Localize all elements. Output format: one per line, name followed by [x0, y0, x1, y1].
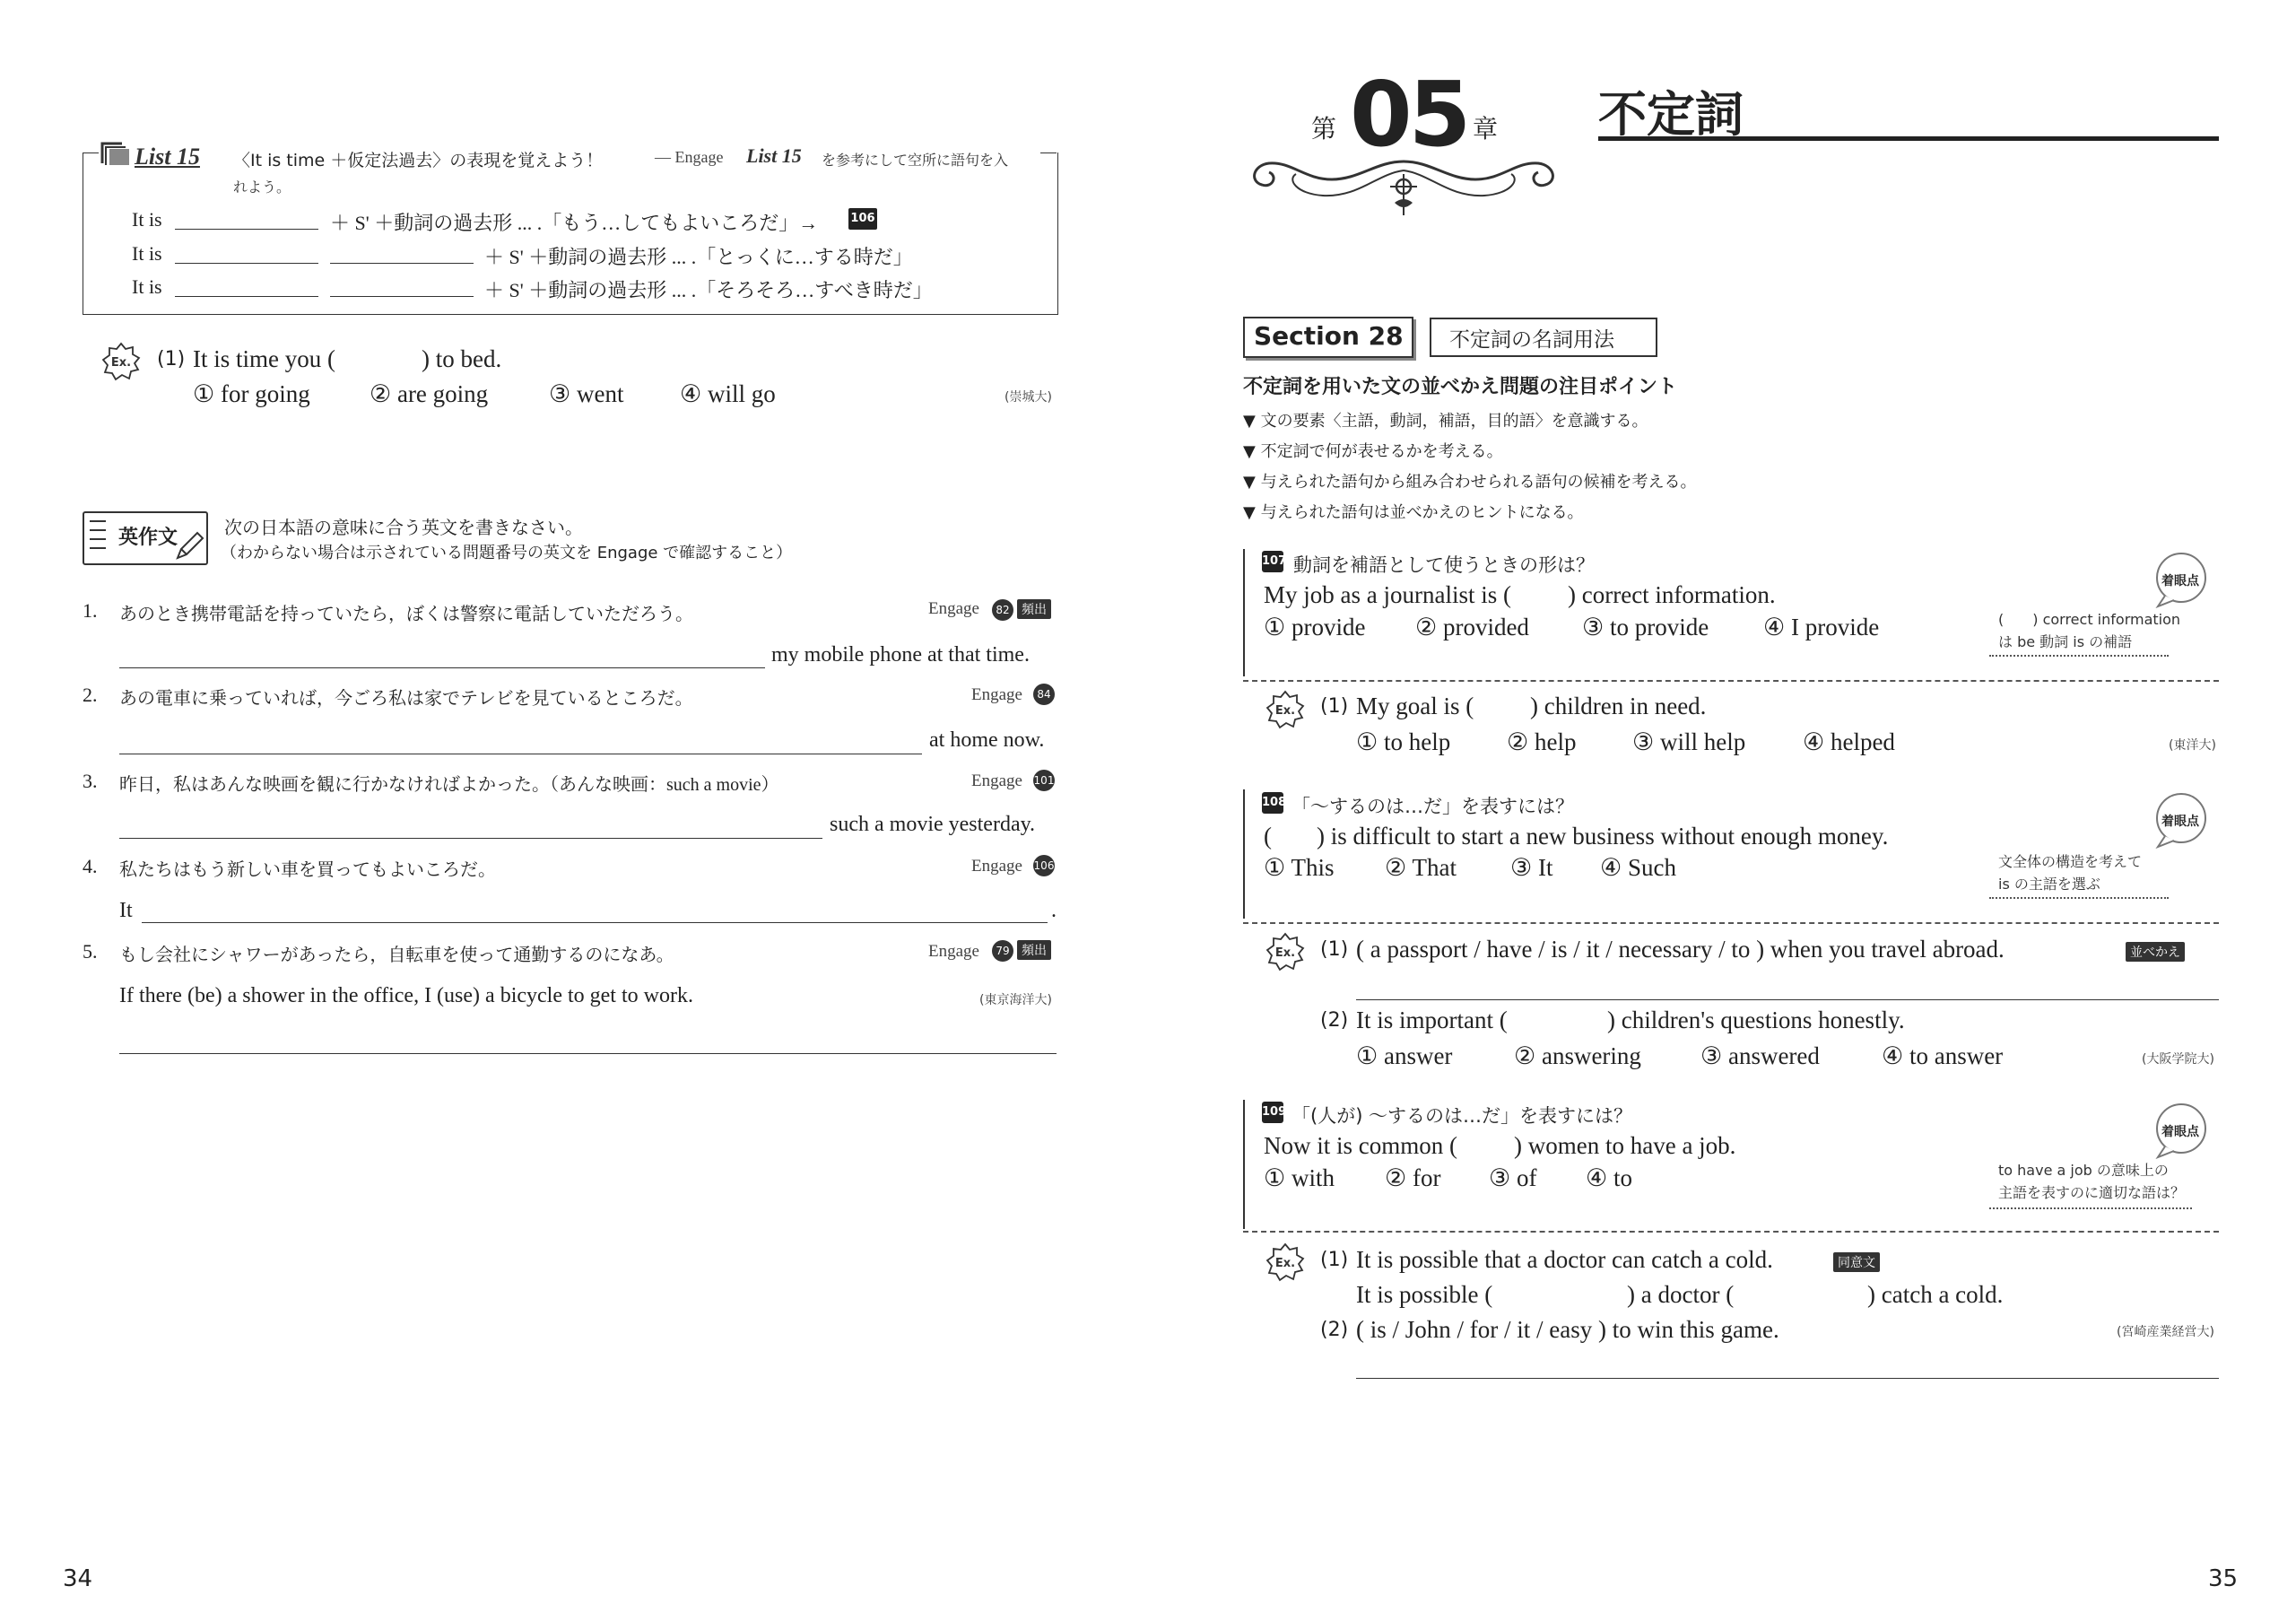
ex108-option-2[interactable]: ② answering: [1514, 1042, 1641, 1069]
ex108-q1-answer-line[interactable]: [1356, 999, 2219, 1000]
ex109-q2-num: (2): [1320, 1319, 1349, 1341]
list15-row-2-blank-a[interactable]: [175, 263, 318, 264]
q108-num: 108: [1262, 792, 1283, 814]
item-5-engage: Engage: [928, 942, 979, 961]
ex107-sentence-b: ) children in need.: [1530, 693, 1707, 719]
svg-text:Ex.: Ex.: [1274, 1257, 1296, 1270]
ex-icon: [1265, 1242, 1306, 1283]
list15-title: 〈It is time ＋仮定法過去〉の表現を覚えよう！: [233, 151, 604, 170]
list15-row-3-text: ＋ S' ＋動詞の過去形 ... .「そろそろ…すべき時だ」: [484, 279, 933, 301]
item-5-source: (東京海洋大): [979, 993, 1052, 1007]
chapter-dai: 第: [1311, 114, 1337, 144]
list15-row-2-text: ＋ S' ＋動詞の過去形 ... .「とっくに…する時だ」: [484, 246, 913, 268]
ex1-num: (1): [157, 348, 186, 370]
ex109-q1-tag: 同意文: [1833, 1252, 1880, 1272]
item-3-num: 3.: [83, 770, 98, 792]
list-icon: [100, 142, 131, 167]
eisakubun-label: 英作文: [118, 527, 178, 549]
q107-sentence-a: My job as a journalist is (: [1264, 581, 1511, 608]
q108-bubble: 着眼点: [2161, 815, 2199, 829]
ex107-option-1[interactable]: ① to help: [1356, 728, 1451, 755]
q108-option-1[interactable]: ① This: [1264, 854, 1335, 881]
item-1-engage: Engage: [928, 599, 979, 618]
item-5-answer-line[interactable]: [119, 1053, 1057, 1054]
q107-option-1[interactable]: ① provide: [1264, 614, 1366, 641]
item-5-ref: 79: [992, 940, 1013, 962]
section-label: Section 28: [1254, 321, 1404, 351]
item-3-answer-line[interactable]: [119, 838, 822, 839]
list15-label: List 15: [135, 144, 200, 170]
points-heading: 不定詞を用いた文の並べかえ問題の注目ポイント: [1243, 376, 1678, 398]
q109-title: 「(人が) 〜するのは…だ」を表すには？: [1292, 1105, 1633, 1127]
item-1-answer-line[interactable]: [119, 667, 765, 668]
chapter-sho: 章: [1473, 114, 1499, 144]
q108-option-4[interactable]: ④ Such: [1600, 854, 1676, 881]
q108-hint-2: is の主語を選ぶ: [1998, 876, 2100, 893]
item-4-num: 4.: [83, 855, 98, 877]
q109-bubble: 着眼点: [2161, 1125, 2199, 1139]
ornament-icon: [1242, 144, 1565, 224]
q107-num: 107: [1262, 551, 1283, 572]
item-4-start: It: [119, 899, 133, 922]
ex1-option-1[interactable]: ① for going: [193, 380, 310, 407]
ex1-source: (崇城大): [1004, 390, 1052, 405]
q109-option-3[interactable]: ③ of: [1489, 1164, 1537, 1191]
section-title: 不定詞の名詞用法: [1449, 328, 1614, 352]
q108-bar: [1243, 789, 1245, 919]
list15-engage-prefix: — Engage: [655, 148, 724, 166]
ex107-option-2[interactable]: ② help: [1507, 728, 1577, 755]
q107-option-3[interactable]: ③ to provide: [1582, 614, 1709, 641]
list15-instruction: を参考にして空所に語句を入: [822, 152, 1009, 169]
item-1-tag: 頻出: [1017, 599, 1051, 619]
list15-row-1-blank[interactable]: [175, 229, 318, 230]
svg-text:Ex.: Ex.: [1274, 704, 1296, 718]
q107-hint-1: ( ) correct information: [1998, 611, 2181, 628]
page-number-left: 34: [63, 1565, 93, 1592]
ex109-source: (宮崎産業経営大): [2117, 1325, 2214, 1339]
list15-row-1-ref: 106: [848, 208, 877, 230]
ex107-option-4[interactable]: ④ helped: [1803, 728, 1895, 755]
point-4: ▼ 与えられた語句は並べかえのヒントになる。: [1243, 503, 1584, 522]
ex108-option-1[interactable]: ① answer: [1356, 1042, 1453, 1069]
ex108-q2-num: (2): [1320, 1009, 1349, 1032]
q107-sentence-b: ) correct information.: [1568, 581, 1776, 608]
item-1-num: 1.: [83, 599, 98, 622]
svg-text:Ex.: Ex.: [110, 356, 132, 370]
ex107-source: (東洋大): [2169, 738, 2216, 753]
q109-option-4[interactable]: ④ to: [1586, 1164, 1632, 1191]
item-2-ref: 84: [1033, 684, 1055, 705]
point-1: ▼ 文の要素〈主語，動詞，補語，目的語〉を意識する。: [1243, 412, 1648, 431]
ex108-q1-tag: 並べかえ: [2126, 942, 2185, 962]
item-2-ending: at home now.: [929, 728, 1045, 752]
q108-option-2[interactable]: ② That: [1385, 854, 1457, 881]
q108-sentence-b: ) is difficult to start a new business without enough money.: [1317, 823, 1889, 850]
ex107-num: (1): [1320, 695, 1349, 718]
q109-sentence-a: Now it is common (: [1264, 1132, 1457, 1159]
item-3-engage: Engage: [971, 771, 1022, 790]
ex1-option-4[interactable]: ④ will go: [680, 380, 776, 407]
point-3: ▼ 与えられた語句から組み合わせられる語句の候補を考える。: [1243, 473, 1697, 492]
svg-text:Ex.: Ex.: [1274, 946, 1296, 960]
item-2-engage: Engage: [971, 685, 1022, 704]
item-1-ending: my mobile phone at that time.: [771, 643, 1030, 667]
q107-hint-2: は be 動詞 is の補語: [1998, 633, 2133, 650]
eisakubun-note: （わからない場合は示されている問題番号の英文を Engage で確認すること）: [221, 544, 793, 562]
item-3-ending: such a movie yesterday.: [830, 813, 1036, 836]
q107-title: 動詞を補語として使うときの形は？: [1293, 554, 1595, 576]
ex109-q2-answer-line[interactable]: [1356, 1378, 2219, 1379]
list15-instruction-cont: れよう。: [233, 179, 291, 196]
item-3-jp: 昨日，私はあんな映画を観に行かなければよかった。（あんな映画：such a movie）: [119, 775, 779, 795]
item-4-end-mark: .: [1051, 899, 1057, 922]
q108-title: 「〜するのは…だ」を表すには？: [1292, 796, 1574, 817]
q109-hint-2: 主語を表すのに適切な語は？: [1998, 1184, 2186, 1201]
ex108-option-4[interactable]: ④ to answer: [1882, 1042, 2004, 1069]
ex108-option-3[interactable]: ③ answered: [1700, 1042, 1820, 1069]
q108-hint-1: 文全体の構造を考えて: [1998, 853, 2143, 870]
item-4-engage: Engage: [971, 857, 1022, 876]
list15-row-3-blank-a[interactable]: [175, 296, 318, 297]
page-number-right: 35: [2208, 1565, 2239, 1592]
item-2-num: 2.: [83, 684, 98, 706]
item-2-jp: あの電車に乗っていれば，今ごろ私は家でテレビを見ているところだ。: [119, 689, 693, 709]
ex108-source: (大阪学院大): [2142, 1052, 2214, 1067]
ex109-q1: It is possible that a doctor can catch a cold.: [1356, 1246, 1773, 1273]
ex1-option-3[interactable]: ③ went: [549, 380, 624, 407]
ex-icon: [100, 341, 142, 382]
chapter-num: 05: [1350, 62, 1468, 167]
point-2: ▼ 不定詞で何が表せるかを考える。: [1243, 442, 1503, 461]
q109-bar: [1243, 1100, 1245, 1229]
item-3-ref: 101: [1033, 770, 1055, 791]
item-1-ref: 82: [992, 599, 1013, 621]
q109-num: 109: [1262, 1102, 1283, 1123]
list15-row-2-lead: It is: [132, 242, 162, 265]
item-5-tag: 頻出: [1017, 940, 1051, 960]
q108-sentence-a: (: [1264, 823, 1272, 850]
ex109-q1b-c: ) catch a cold.: [1867, 1281, 2004, 1308]
eisakubun-instruction: 次の日本語の意味に合う英文を書きなさい。: [224, 517, 583, 538]
q109-hint-1: to have a job の意味上の: [1998, 1162, 2169, 1179]
item-1-jp: あのとき携帯電話を持っていたら，ぼくは警察に電話していただろう。: [119, 605, 693, 624]
q109-option-1[interactable]: ① with: [1264, 1164, 1335, 1191]
ex107-option-3[interactable]: ③ will help: [1632, 728, 1746, 755]
ex109-q2: ( is / John / for / it / easy ) to win this game.: [1356, 1316, 1779, 1343]
list15-row-1-text: ＋ S' ＋動詞の過去形 ... .「もう…してもよいころだ」→: [330, 212, 819, 234]
ex108-q1: ( a passport / have / is / it / necessary / to ) when you travel abroad.: [1356, 936, 2005, 963]
ex-icon: [1265, 931, 1306, 972]
chapter-title-underline: [1598, 136, 2219, 141]
ex109-q1b-b: ) a doctor (: [1627, 1281, 1735, 1308]
q107-option-2[interactable]: ② provided: [1415, 614, 1529, 641]
item-4-answer-line[interactable]: [142, 922, 1048, 923]
ex109-q1b-a: It is possible (: [1356, 1281, 1493, 1308]
q107-option-4[interactable]: ④ I provide: [1763, 614, 1880, 641]
q109-option-2[interactable]: ② for: [1385, 1164, 1441, 1191]
item-5-jp: もし会社にシャワーがあったら，自転車を使って通勤するのになあ。: [119, 946, 674, 965]
list15-row-1-lead: It is: [132, 208, 162, 231]
item-5-english: If there (be) a shower in the office, I (use) a bicycle to get to work.: [119, 984, 693, 1007]
pencil-icon: [174, 531, 204, 562]
ex-icon: [1265, 689, 1306, 730]
chapter-title: 不定詞: [1598, 86, 1744, 143]
q107-bar: [1243, 549, 1245, 676]
q108-option-3[interactable]: ③ It: [1510, 854, 1553, 881]
list15-row-3-lead: It is: [132, 275, 162, 298]
item-5-num: 5.: [83, 940, 98, 963]
list15-engage-list: List 15: [746, 144, 802, 167]
q107-bubble: 着眼点: [2161, 574, 2199, 588]
ex1-option-2[interactable]: ② are going: [370, 380, 489, 407]
list15-row-2-blank-b[interactable]: [330, 263, 474, 264]
ex1-sentence-a: It is time you (: [193, 345, 335, 372]
ex108-q2-a: It is important (: [1356, 1007, 1508, 1033]
ex1-sentence-b: ) to bed.: [422, 345, 502, 372]
ex107-sentence-a: My goal is (: [1356, 693, 1474, 719]
ex109-q1-num: (1): [1320, 1249, 1349, 1271]
eisakubun-badge: [83, 511, 208, 565]
q109-sentence-b: ) women to have a job.: [1514, 1132, 1736, 1159]
ex108-q1-num: (1): [1320, 938, 1349, 961]
ex108-q2-b: ) children's questions honestly.: [1607, 1007, 1905, 1033]
item-4-ref: 106: [1033, 855, 1055, 876]
item-4-jp: 私たちはもう新しい車を買ってもよいころだ。: [119, 860, 496, 880]
list15-row-3-blank-b[interactable]: [330, 296, 474, 297]
